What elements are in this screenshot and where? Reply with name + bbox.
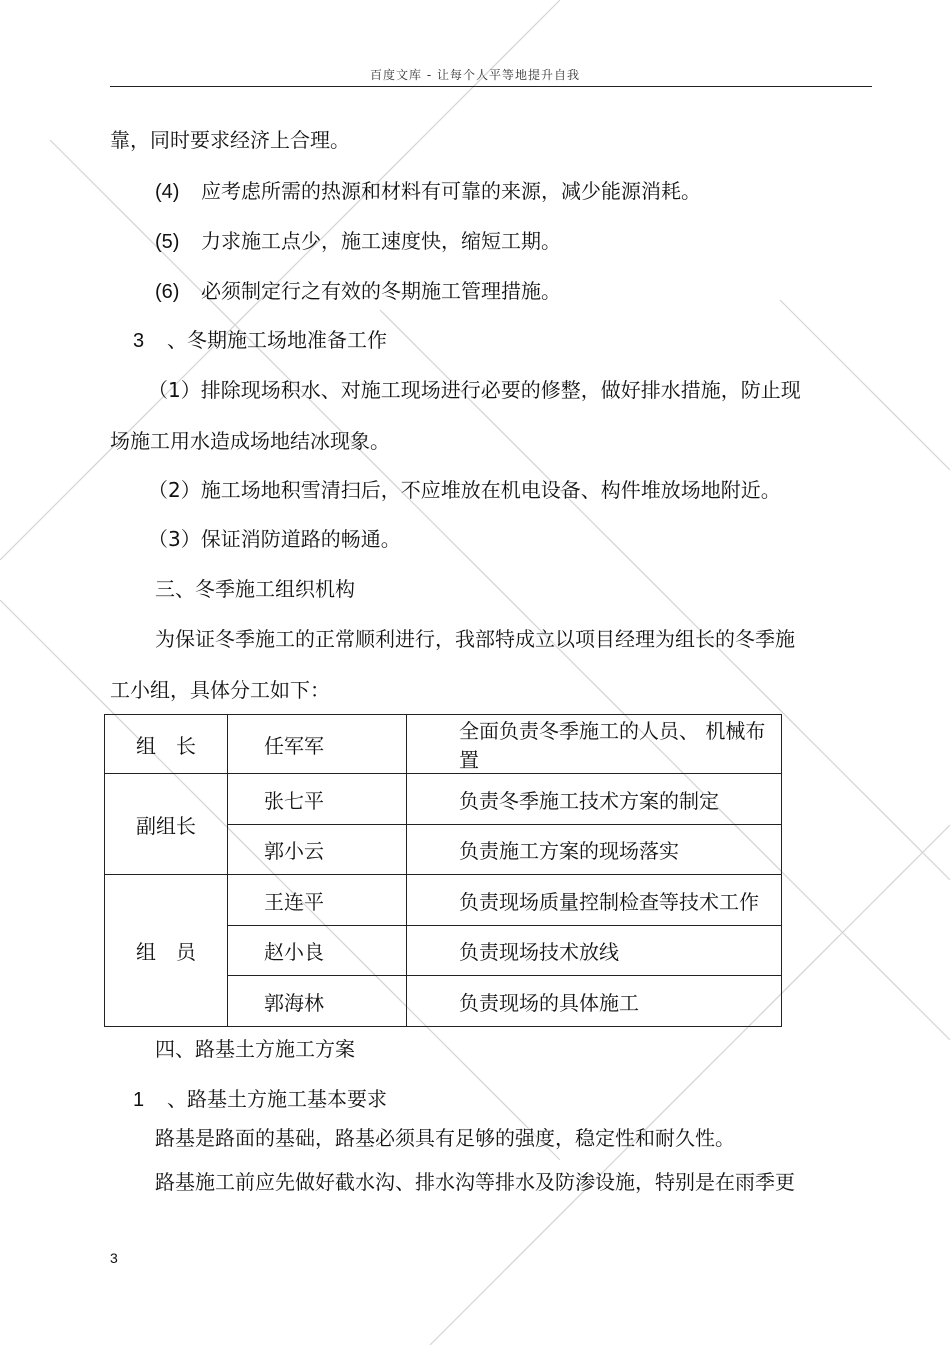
duty-cell: 负责现场技术放线 bbox=[407, 926, 782, 976]
prep-item-1 bbox=[148, 377, 801, 403]
duty-cell: 负责现场质量控制检查等技术工作 bbox=[407, 875, 782, 926]
list-text: 保证消防道路的畅通。 bbox=[200, 527, 401, 551]
list-item-6 bbox=[155, 278, 561, 305]
list-number: （3） bbox=[148, 527, 201, 551]
page-number: 3 bbox=[110, 1250, 118, 1266]
duty-cell: 负责现场的具体施工 bbox=[407, 976, 782, 1027]
list-number: (6) bbox=[155, 281, 180, 303]
roadbed-paragraph: 路基是路面的基础，路基必须具有足够的强度，稳定性和耐久性。 bbox=[155, 1126, 735, 1150]
section-number: 3 bbox=[133, 330, 145, 352]
prep-item-2 bbox=[148, 477, 781, 503]
member-cell: 张七平 bbox=[228, 774, 407, 825]
winter-team-table bbox=[104, 714, 782, 1027]
list-text: 力求施工点少，施工速度快，缩短工期。 bbox=[201, 229, 561, 253]
section-title: 、冬期施工场地准备工作 bbox=[167, 328, 387, 352]
member-cell: 赵小良 bbox=[228, 926, 407, 976]
chapter-heading-4: 四、路基土方施工方案 bbox=[155, 1037, 355, 1061]
duty-cell: 负责冬季施工技术方案的制定 bbox=[407, 774, 782, 825]
list-number: (5) bbox=[155, 231, 180, 253]
list-number: （1） bbox=[148, 378, 201, 402]
role-cell: 组 长 bbox=[105, 715, 228, 774]
prep-item-1-continued: 场施工用水造成场地结冰现象。 bbox=[110, 429, 390, 453]
chapter-heading-3: 三、冬季施工组织机构 bbox=[155, 577, 355, 601]
intro-paragraph-continued: 工小组，具体分工如下： bbox=[110, 678, 330, 702]
section-heading-3 bbox=[133, 327, 387, 354]
member-cell: 郭小云 bbox=[228, 825, 407, 875]
member-cell: 王连平 bbox=[228, 875, 407, 926]
section-heading-1 bbox=[133, 1086, 387, 1113]
table-row bbox=[105, 715, 782, 774]
list-text: 应考虑所需的热源和材料有可靠的来源，减少能源消耗。 bbox=[201, 179, 701, 203]
member-cell: 任军军 bbox=[228, 715, 407, 774]
role-cell: 副组长 bbox=[105, 774, 228, 875]
member-cell: 郭海林 bbox=[228, 976, 407, 1027]
table-row bbox=[105, 774, 782, 825]
list-text: 排除现场积水、对施工现场进行必要的修整，做好排水措施，防止现 bbox=[200, 378, 801, 402]
page-header: 百度文库 - 让每个人平等地提升自我 bbox=[370, 68, 580, 82]
duty-cell: 负责施工方案的现场落实 bbox=[407, 825, 782, 875]
section-number: 1 bbox=[133, 1089, 145, 1111]
table-row bbox=[105, 875, 782, 926]
header-divider bbox=[110, 86, 872, 87]
list-item-5 bbox=[155, 228, 561, 255]
intro-paragraph: 为保证冬季施工的正常顺利进行，我部特成立以项目经理为组长的冬季施 bbox=[155, 627, 795, 651]
duty-cell: 全面负责冬季施工的人员、 机械布置 bbox=[407, 715, 782, 774]
list-text: 施工场地积雪清扫后，不应堆放在机电设备、构件堆放场地附近。 bbox=[200, 478, 781, 502]
prep-item-3 bbox=[148, 526, 401, 552]
list-number: (4) bbox=[155, 181, 180, 203]
role-cell: 组 员 bbox=[105, 875, 228, 1027]
list-number: （2） bbox=[148, 478, 201, 502]
roadbed-paragraph-2: 路基施工前应先做好截水沟、排水沟等排水及防渗设施，特别是在雨季更 bbox=[155, 1170, 795, 1194]
list-text: 必须制定行之有效的冬期施工管理措施。 bbox=[201, 279, 561, 303]
paragraph-continuation: 靠，同时要求经济上合理。 bbox=[110, 128, 350, 152]
section-title: 、路基土方施工基本要求 bbox=[167, 1087, 387, 1111]
list-item-4 bbox=[155, 178, 701, 205]
